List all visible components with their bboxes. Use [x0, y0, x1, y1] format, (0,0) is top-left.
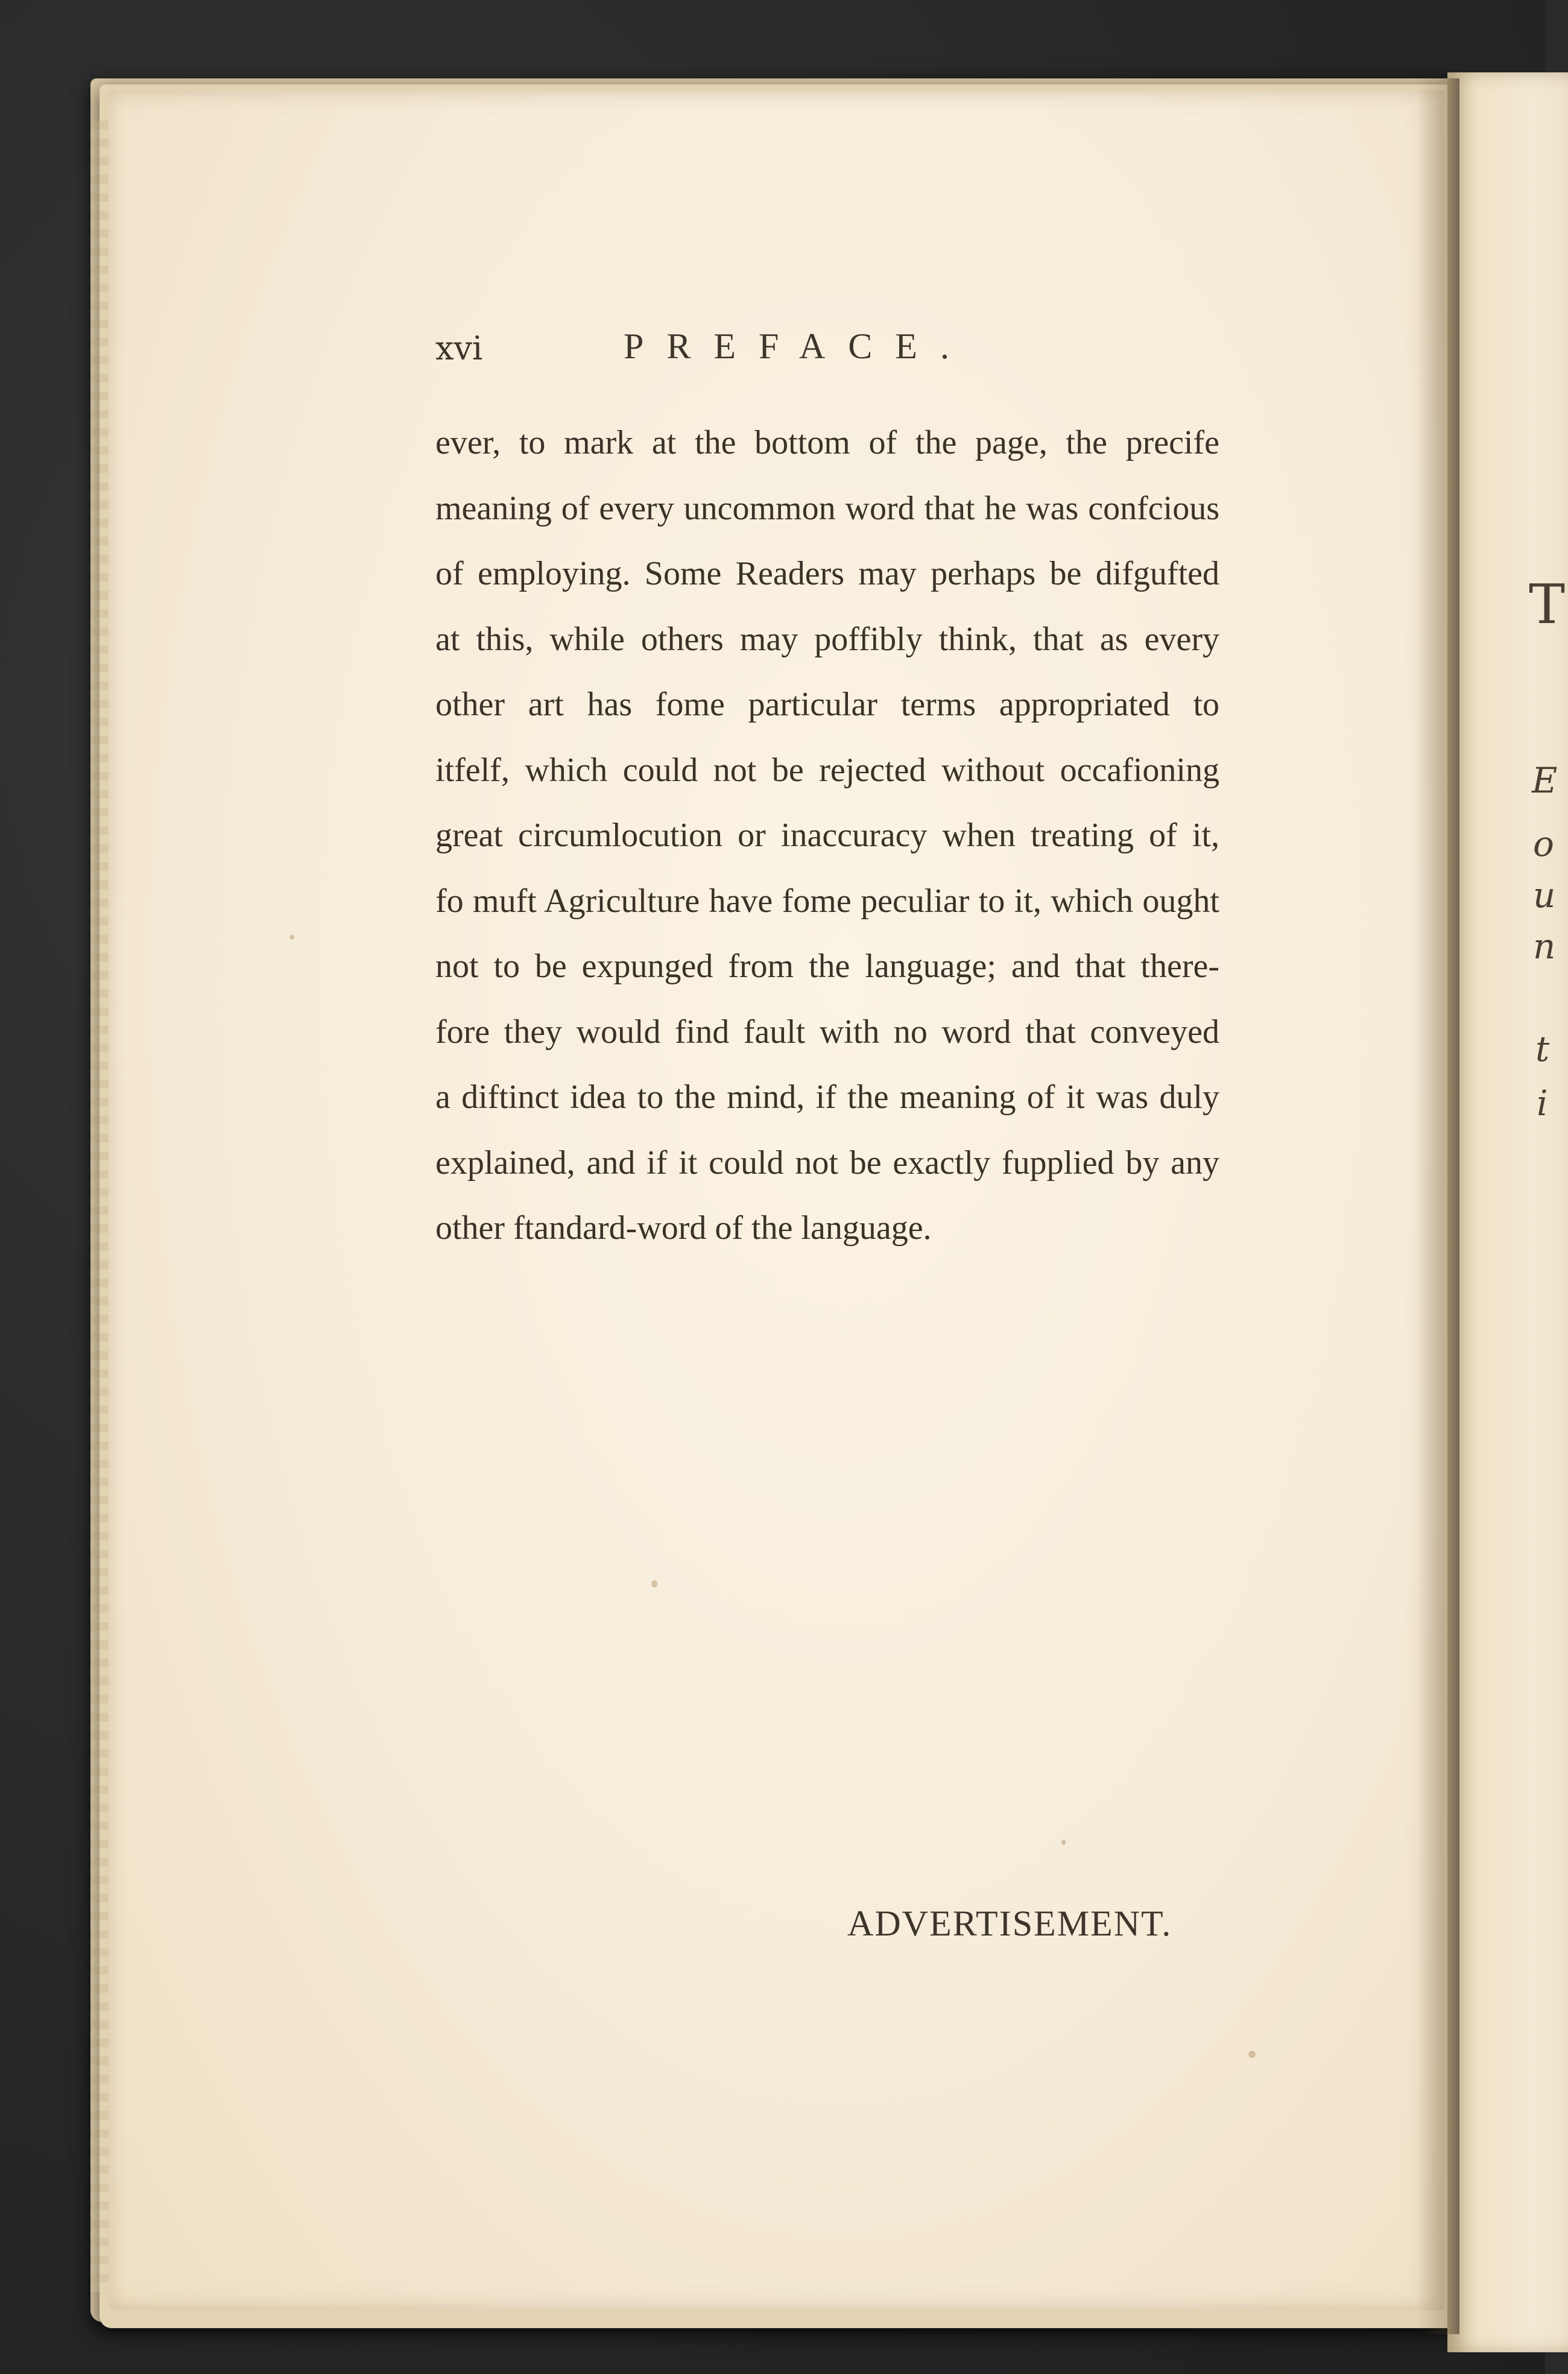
facing-page-glyph: u: [1533, 875, 1556, 916]
foxing-speck: [1248, 2051, 1256, 2058]
facing-page: [1447, 72, 1568, 2352]
text-line: at this, while others may poffibly think, that as every: [435, 620, 1219, 658]
text-line: fore they would find fault with no word that conveyed: [435, 1013, 1219, 1051]
foxing-speck: [1061, 1840, 1066, 1845]
text-line: ever, to mark at the bottom of the page, the precife: [435, 424, 1219, 461]
text-line: a diftinct idea to the mind, if the meaning of it was duly: [435, 1078, 1219, 1116]
text-line: meaning of every uncommon word that he was confcious: [435, 489, 1219, 527]
folio-number: xvi: [435, 329, 483, 367]
text-line: fo muft Agriculture have fome peculiar to it, which ought: [435, 882, 1219, 920]
foxing-speck: [651, 1580, 657, 1587]
body-text: [435, 410, 1219, 1261]
facing-page-glyph: i: [1537, 1083, 1548, 1124]
text-line: of employing. Some Readers may perhaps be difgufted: [435, 555, 1219, 592]
facing-page-glyph: T: [1529, 573, 1566, 636]
facing-page-glyph: t: [1535, 1028, 1550, 1069]
text-line: itfelf, which could not be rejected without occafioning: [435, 751, 1219, 789]
foxing-speck: [289, 935, 294, 940]
text-line: explained, and if it could not be exactly fupplied by any: [435, 1144, 1219, 1182]
facing-page-glyph: E: [1532, 760, 1558, 801]
text-line: other ftandard-word of the language.: [435, 1209, 932, 1247]
advertisement-catchword: ADVERTISEMENT.: [847, 1904, 1172, 1943]
text-line: great circumlocution or inaccuracy when treating of it,: [435, 817, 1219, 854]
facing-page-glyph: n: [1533, 926, 1556, 967]
running-head: PREFACE.: [624, 326, 972, 366]
facing-page-glyph: o: [1533, 823, 1554, 864]
text-line: other art has fome particular terms appropriated to: [435, 686, 1219, 723]
page-header: [435, 326, 1219, 374]
text-line: not to be expunged from the language; and that there-: [435, 948, 1219, 985]
gutter-shadow: [1417, 78, 1459, 2334]
